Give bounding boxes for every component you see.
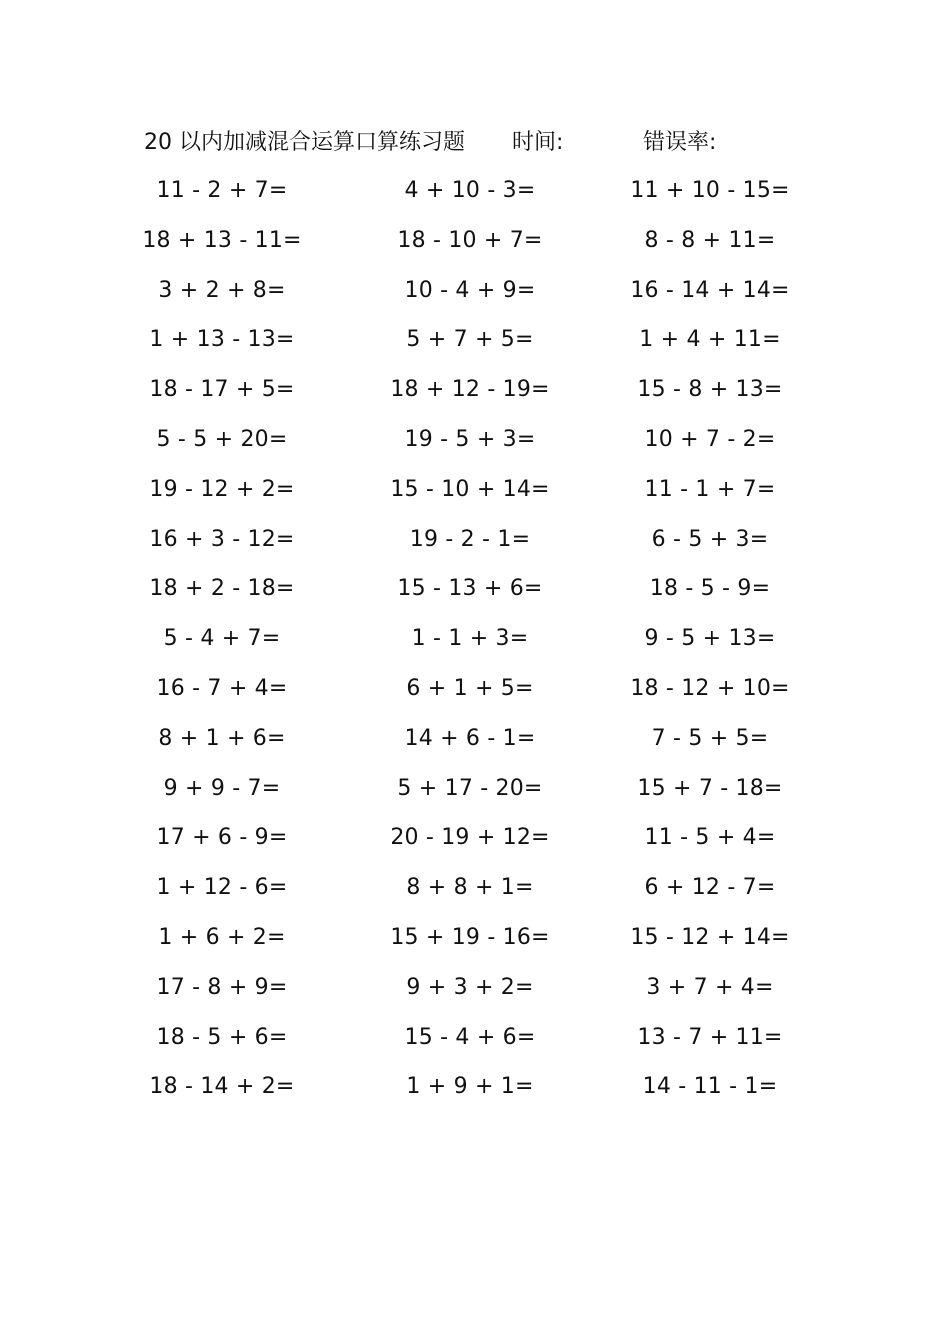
worksheet-header	[0, 126, 950, 160]
math-problem: 8 - 8 + 11=	[644, 227, 776, 253]
math-problem: 19 - 5 + 3=	[404, 426, 536, 452]
math-problem: 15 - 12 + 14=	[630, 924, 790, 950]
problem-row	[0, 216, 950, 266]
math-problem: 18 + 2 - 18=	[149, 576, 295, 602]
math-problem: 15 - 13 + 6=	[397, 576, 543, 602]
math-problem: 5 - 4 + 7=	[163, 626, 281, 652]
math-problem: 14 - 11 - 1=	[642, 1074, 778, 1100]
problem-row	[0, 863, 950, 913]
math-problem: 13 - 7 + 11=	[637, 1024, 783, 1050]
math-problem: 19 - 2 - 1=	[409, 526, 531, 552]
math-problem: 18 - 14 + 2=	[149, 1074, 295, 1100]
math-problem: 8 + 8 + 1=	[406, 875, 534, 901]
math-problem: 6 + 1 + 5=	[406, 675, 534, 701]
math-problem: 8 + 1 + 6=	[158, 725, 286, 751]
math-problem: 9 + 9 - 7=	[163, 775, 281, 801]
math-problem: 6 - 5 + 3=	[651, 526, 769, 552]
math-problem: 15 + 19 - 16=	[390, 924, 550, 950]
problem-row	[0, 1013, 950, 1063]
math-problem: 18 + 13 - 11=	[142, 227, 302, 253]
problem-row	[0, 664, 950, 714]
math-problem: 18 - 17 + 5=	[149, 377, 295, 403]
math-problem: 1 + 6 + 2=	[158, 924, 286, 950]
math-problem: 19 - 12 + 2=	[149, 476, 295, 502]
math-problem: 16 + 3 - 12=	[149, 526, 295, 552]
math-problem: 1 + 9 + 1=	[406, 1074, 534, 1100]
math-problem: 15 + 7 - 18=	[637, 775, 783, 801]
math-problem: 15 - 4 + 6=	[404, 1024, 536, 1050]
problem-row	[0, 764, 950, 814]
problem-row	[0, 913, 950, 963]
math-problem: 15 - 8 + 13=	[637, 377, 783, 403]
math-problem: 17 - 8 + 9=	[156, 974, 288, 1000]
math-problem: 5 + 17 - 20=	[397, 775, 543, 801]
problem-row	[0, 415, 950, 465]
problem-row	[0, 465, 950, 515]
math-problem: 4 + 10 - 3=	[404, 178, 536, 203]
time-label: 时间:	[512, 130, 564, 155]
math-problem: 1 - 1 + 3=	[411, 626, 529, 652]
math-problem: 3 + 7 + 4=	[646, 974, 774, 1000]
math-problem: 16 - 14 + 14=	[630, 277, 790, 303]
problem-row	[0, 365, 950, 415]
problem-row	[0, 266, 950, 316]
math-problem: 18 - 10 + 7=	[397, 227, 543, 253]
math-problem: 18 - 5 - 9=	[649, 576, 771, 602]
math-problem: 16 - 7 + 4=	[156, 675, 288, 701]
math-problem: 1 + 13 - 13=	[149, 327, 295, 353]
math-problem: 15 - 10 + 14=	[390, 476, 550, 502]
math-problem: 18 - 12 + 10=	[630, 675, 790, 701]
problem-row	[0, 963, 950, 1013]
math-problem: 11 - 1 + 7=	[644, 476, 776, 502]
problem-row	[0, 515, 950, 565]
math-problem: 9 + 3 + 2=	[406, 974, 534, 1000]
problem-row	[0, 813, 950, 863]
math-problem: 9 - 5 + 13=	[644, 626, 776, 652]
math-problem: 14 + 6 - 1=	[404, 725, 536, 751]
math-problem: 18 - 5 + 6=	[156, 1024, 288, 1050]
math-problem: 11 - 2 + 7=	[156, 178, 288, 203]
problem-row	[0, 315, 950, 365]
problem-row	[0, 1062, 950, 1112]
math-problem: 6 + 12 - 7=	[644, 875, 776, 901]
problem-row	[0, 166, 950, 216]
math-problem: 1 + 12 - 6=	[156, 875, 288, 901]
worksheet-title: 20 以内加减混合运算口算练习题	[144, 130, 465, 155]
math-problem: 5 + 7 + 5=	[406, 327, 534, 353]
math-problem: 18 + 12 - 19=	[390, 377, 550, 403]
problem-grid	[0, 166, 950, 1112]
problem-row	[0, 564, 950, 614]
math-problem: 7 - 5 + 5=	[651, 725, 769, 751]
math-problem: 1 + 4 + 11=	[639, 327, 781, 353]
math-problem: 11 + 10 - 15=	[630, 178, 790, 203]
problem-row	[0, 614, 950, 664]
math-problem: 3 + 2 + 8=	[158, 277, 286, 303]
math-problem: 11 - 5 + 4=	[644, 825, 776, 851]
math-problem: 5 - 5 + 20=	[156, 426, 288, 452]
math-problem: 10 + 7 - 2=	[644, 426, 776, 452]
error-rate-label: 错误率:	[643, 130, 717, 155]
problem-row	[0, 714, 950, 764]
math-problem: 10 - 4 + 9=	[404, 277, 536, 303]
math-problem: 20 - 19 + 12=	[390, 825, 550, 851]
math-problem: 17 + 6 - 9=	[156, 825, 288, 851]
